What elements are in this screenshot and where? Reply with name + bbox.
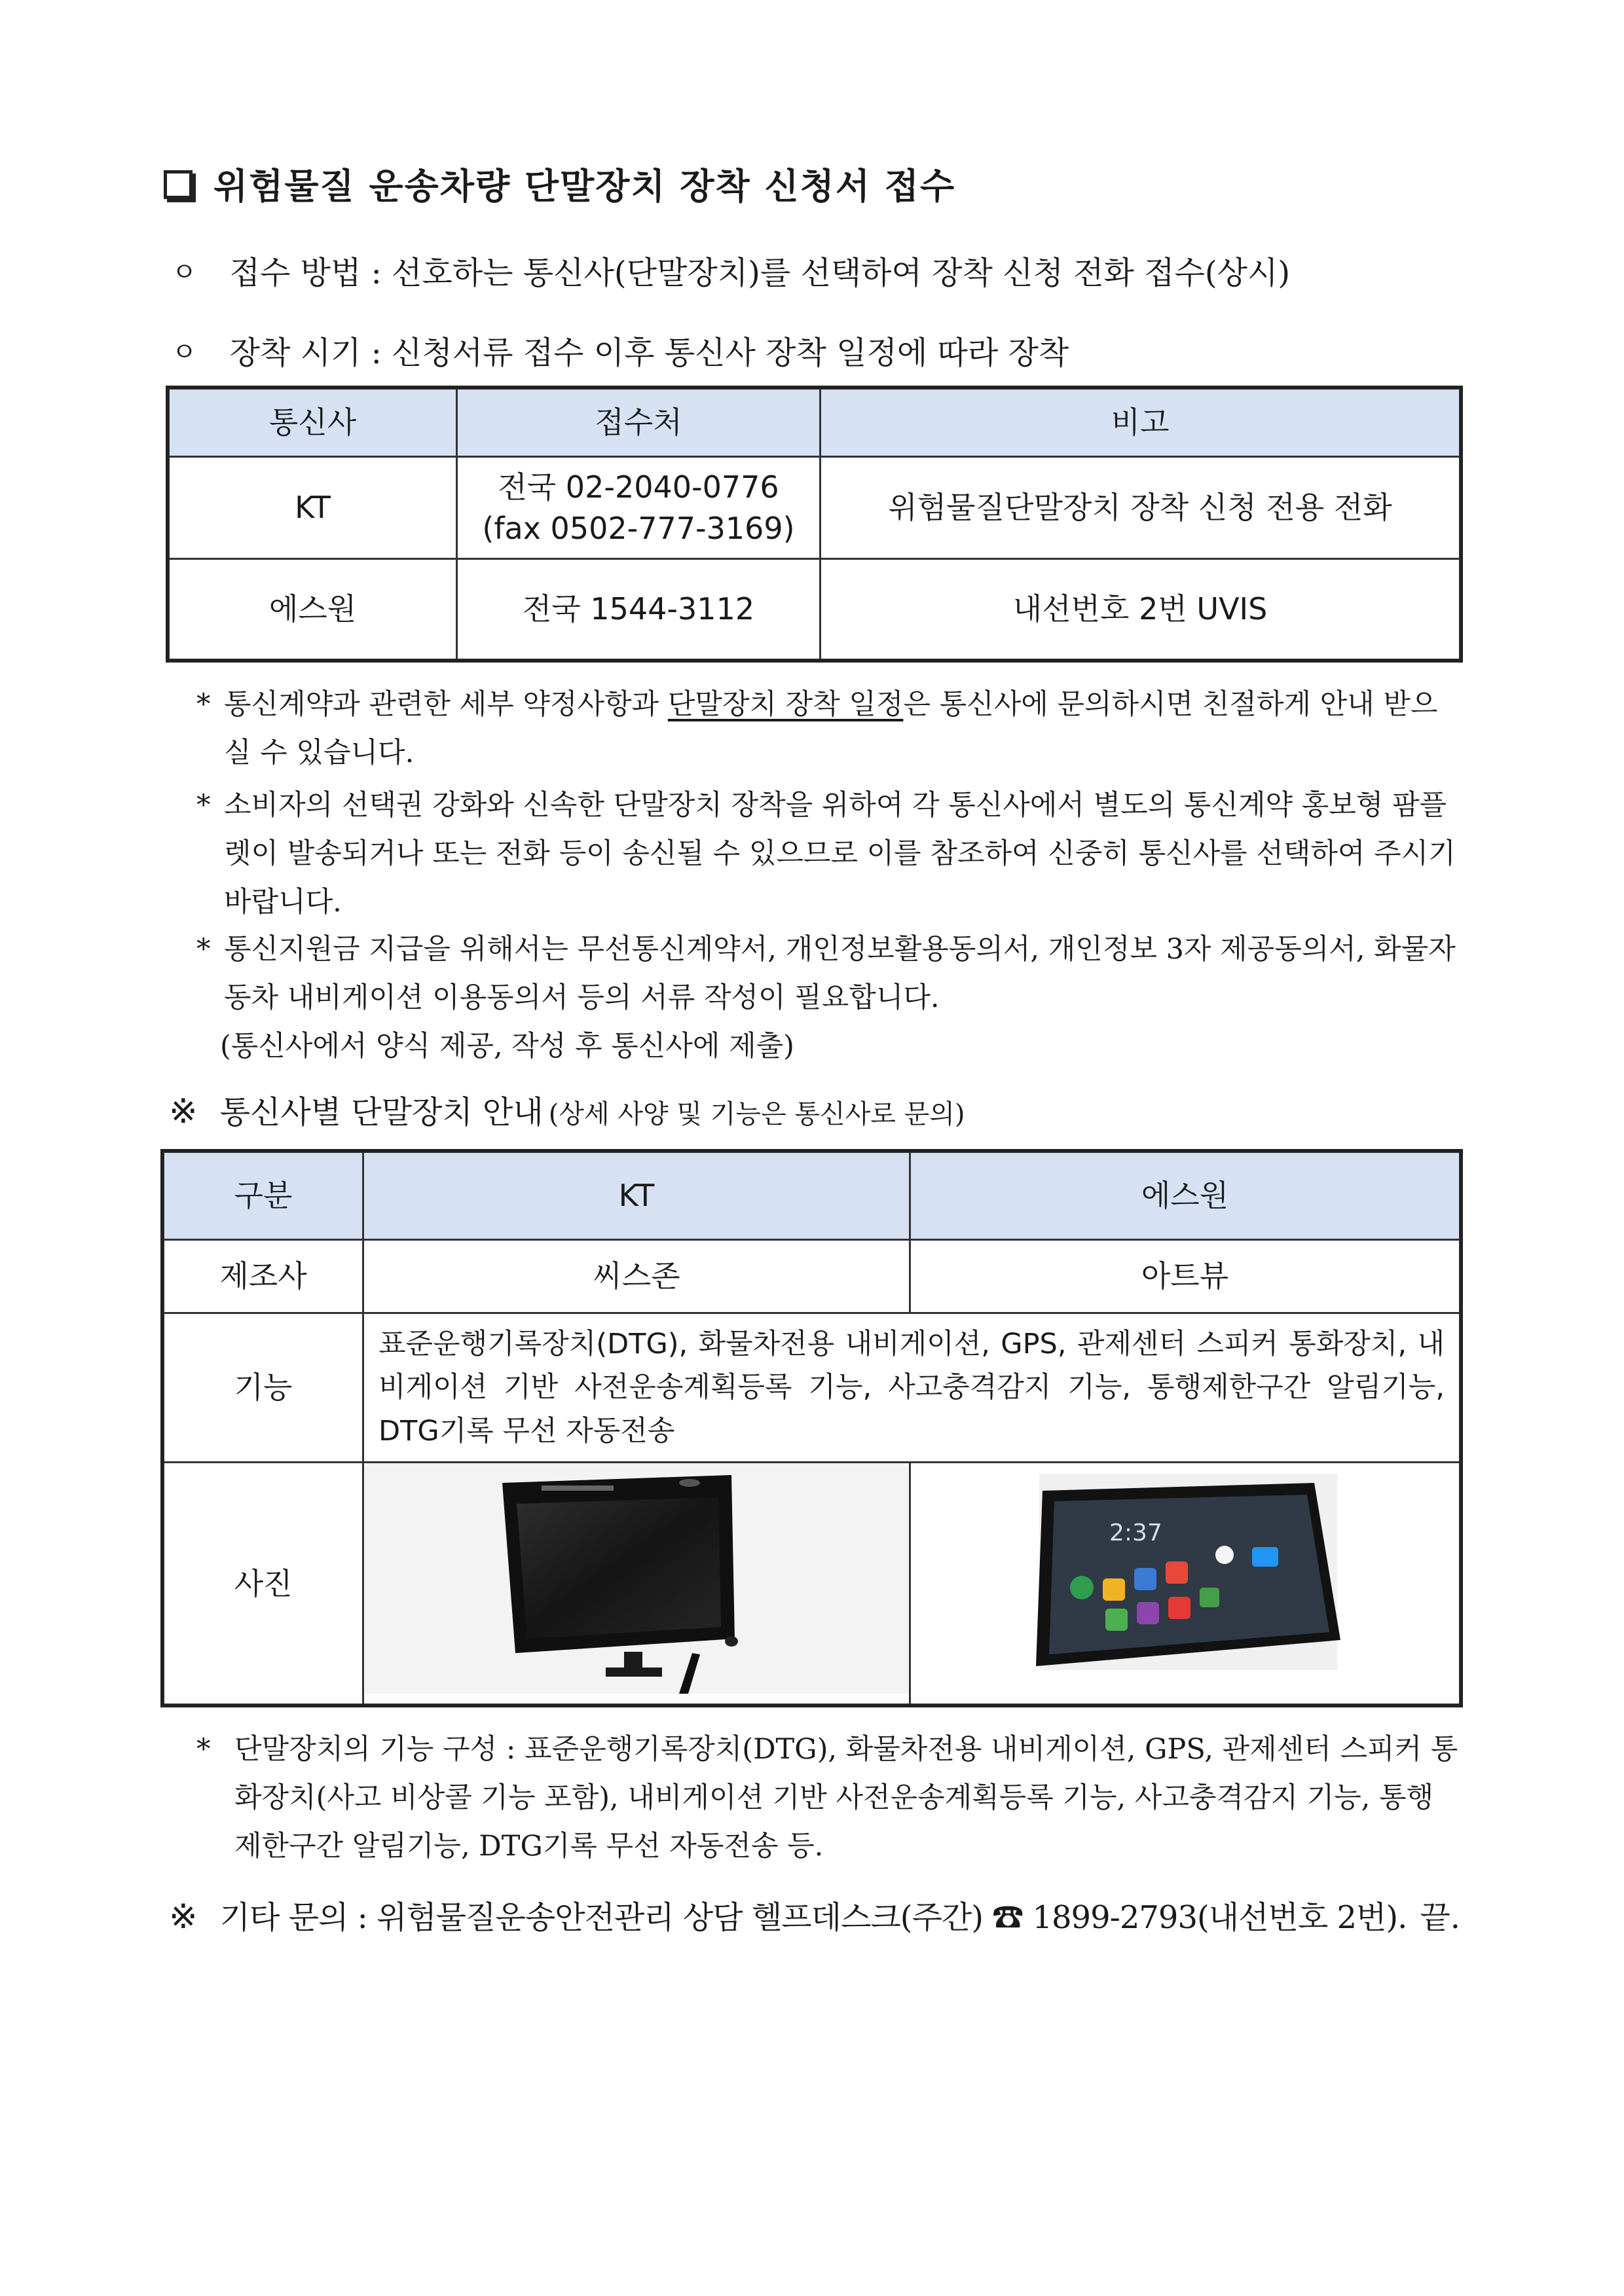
header-kt: KT [363,1152,910,1240]
header-contact: 접수처 [457,389,821,457]
reference-mark-icon: ※ [169,1897,198,1937]
s1-tablet-image [912,1463,1458,1694]
note-text-rest: 은 통신사에 문의하시면 친절하게 안내 받으실 수 있습니다. [224,688,1438,769]
note-kt: 위험물질단말장치 장착 신청 전용 전화 [821,457,1460,559]
note-star: * [196,933,211,966]
function-text: 표준운행기록장치(DTG), 화물차전용 내비게이션, GPS, 관제센터 스피커 통화장치, 내비게이션 기반 사전운송계획등록 기능, 사고충격감지 기능, 통행제한구간 알림기능, DTG기록 무선 자동전송 [363,1313,1460,1463]
note-text: 단말장치의 기능 구성 : 표준운행기록장치(DTG), 화물차전용 내비게이션, GPS, 관제센터 스피커 통화장치(사고 비상콜 기능 포함), 내비게이션 기반 사전운송계획등록 기능, 사고충격감지 기능, 통행제한구간 알림기능, DTG기록 무선 자동전송 등. [234,1733,1458,1863]
note-text: 통신계약과 관련한 세부 약정사항과 [224,688,668,721]
table-row [169,559,1460,660]
kt-device-image [365,1463,908,1694]
header-s1: 에스원 [910,1152,1460,1240]
table-row [164,1313,1460,1463]
bullet-text: 장착 시기 : 신청서류 접수 이후 통신사 장착 일정에 따라 장착 [229,335,1069,371]
manufacturer-kt: 씨스존 [363,1240,910,1313]
note-star: * [196,688,211,721]
section-title [164,157,955,210]
footer-inquiry [169,1892,1460,1937]
end-mark: 끝. [1420,1899,1460,1936]
bullet-text: 접수 방법 : 선호하는 통신사(단말장치)를 선택하여 장착 신청 전화 접수(상시) [229,255,1291,291]
photo-kt-cell [363,1463,910,1705]
table-row [169,457,1460,559]
table-row [164,1240,1460,1313]
contact-fax: (fax 0502-777-3169) [482,510,795,546]
note-extra: (통신사에서 양식 제공, 작성 후 통신사에 제출) [220,1029,794,1063]
carrier-contact-table [168,388,1461,661]
manufacturer-label: 제조사 [164,1240,363,1313]
device-table [162,1151,1461,1705]
tablet-clock: 2:37 [1109,1520,1162,1546]
note-star: * [196,1733,211,1766]
note-item [196,926,1460,1071]
note-underlined-text: 단말장치 장착 일정 [667,688,904,721]
bullet-installation-time [172,327,1069,373]
contact-s1: 전국 1544-3112 [457,559,821,660]
header-note: 비고 [821,389,1460,457]
note-item [196,782,1460,927]
bullet-marker: ㅇ [172,337,197,367]
contact-phone: 전국 02-2040-0776 [498,469,779,505]
table-header-row [169,389,1460,457]
checkbox-square-icon [164,170,193,199]
section-title-text: 위험물질 운송차량 단말장치 장착 신청서 접수 [213,165,956,207]
header-carrier: 통신사 [169,389,457,457]
bullet-marker: ㅇ [172,257,197,287]
note-item [196,1726,1460,1871]
photo-label: 사진 [164,1463,363,1705]
reference-mark-icon: ※ [169,1092,198,1131]
section2-heading [169,1087,965,1132]
note-text: 소비자의 선택권 강화와 신속한 단말장치 장착을 위하여 각 통신사에서 별도의 통신계약 홍보형 팜플렛이 발송되거나 또는 전화 등이 송신될 수 있으므로 이를 참조하여 신중히 통신사를 선택하여 주시기 바랍니다. [224,789,1456,919]
carrier-s1: 에스원 [169,559,457,660]
bullet-reception-method [172,247,1290,293]
footer-text: 기타 문의 : 위험물질운송안전관리 상담 헬프데스크(주간) ☎ 1899-2793(내선번호 2번). [219,1899,1407,1936]
section2-subtitle: (상세 사양 및 기능은 통신사로 문의) [548,1099,965,1129]
contact-kt [457,457,821,559]
carrier-kt: KT [169,457,457,559]
note-item [196,681,1460,778]
table-header-row [164,1152,1460,1240]
note-s1: 내선번호 2번 UVIS [821,559,1460,660]
manufacturer-s1: 아트뷰 [910,1240,1460,1313]
section2-title: 통신사별 단말장치 안내 [219,1094,544,1131]
photo-s1-cell [910,1463,1460,1705]
function-label: 기능 [164,1313,363,1463]
note-star: * [196,789,211,822]
table-row [164,1463,1460,1705]
note-text: 통신지원금 지급을 위해서는 무선통신계약서, 개인정보활용동의서, 개인정보 3자 제공동의서, 화물자동차 내비게이션 이용동의서 등의 서류 작성이 필요합니다. [224,933,1456,1014]
header-category: 구분 [164,1152,363,1240]
